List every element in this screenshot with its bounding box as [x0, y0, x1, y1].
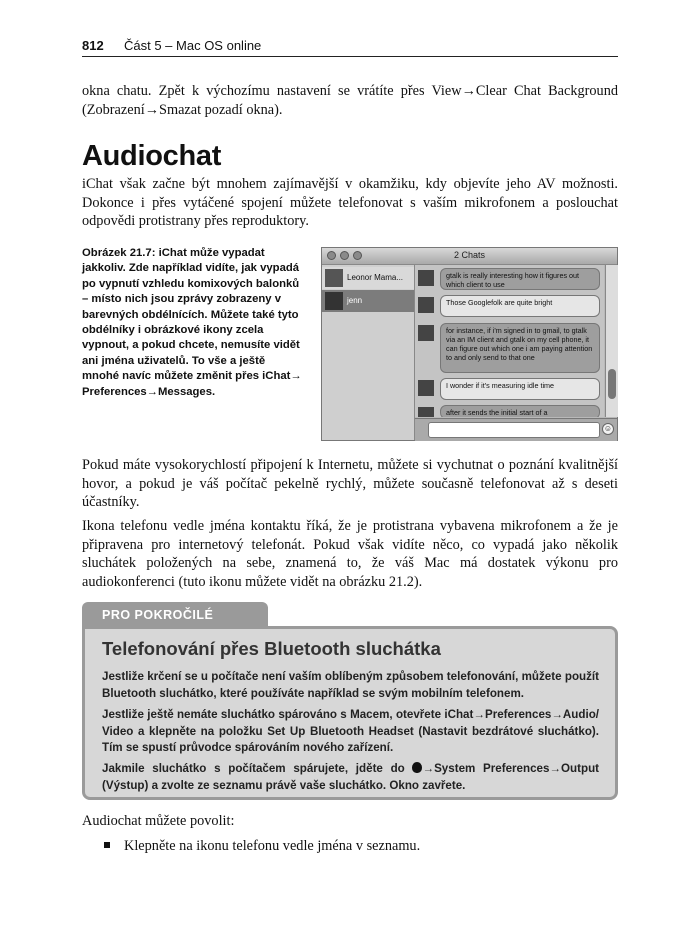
sidebar-tab — [82, 602, 268, 628]
paragraph-2: Pokud máte vysokorychlostí připojení k Internetu, můžete si vychutnat o poznání kvalitnější hovor, a pokud je váš počítač pekelně rychlý, můžete současně telefonovat až s deseti účastníky. — [82, 457, 618, 510]
ichat-window-screenshot — [321, 247, 618, 441]
intro-paragraph: okna chatu. Zpět k výchozímu nastavení se vrátíte přes View→Clear Chat Background (Zobrazení→Smazat pozadí okna). — [82, 83, 618, 118]
message-transcript — [415, 265, 604, 417]
message-input-bar — [415, 418, 617, 441]
avatar — [418, 297, 434, 313]
figure-caption — [82, 246, 304, 400]
transcript-scrollbar[interactable] — [605, 265, 618, 417]
page-number: 812 — [82, 38, 104, 53]
window-titlebar — [322, 248, 617, 265]
avatar — [325, 292, 343, 310]
figure-caption-text: iChat může vypadat jakkoliv. Zde například vidíte, jak vypadá po vypnutí vzhledu komixových balonků – místo nich jsou zprávy zobrazeny v barevných obdélnících. Můžete také tyto obdélníky i obrázkové ikony zcela vypnout, a pokud chcete, nemusíte vidět ani jména uživatelů. To vše a ještě mnohé navíc můžete změnit přes iChat→ Preferences→Messages. — [82, 247, 302, 398]
contact-name: Leonor Mama... — [347, 273, 404, 282]
window-title: 2 Chats — [453, 250, 486, 260]
contact-item-selected[interactable] — [322, 290, 414, 312]
message-bubble: gtalk is really interesting how it figures out which client to use — [440, 268, 600, 290]
smiley-icon[interactable]: ☺ — [603, 424, 613, 433]
paragraph-4: Audiochat můžete povolit: — [82, 813, 235, 829]
avatar — [418, 325, 434, 341]
message-row — [418, 405, 602, 417]
message-input[interactable] — [428, 422, 600, 438]
sidebar-title: Telefonování přes Bluetooth sluchátka — [102, 638, 441, 659]
sidebar-paragraph-3: Jakmile sluchátko s počítačem spárujete, jděte do →System Preferences→Output (Výstup) a zvolte ze seznamu právě vaše sluchátko. Okno zavřete. — [102, 762, 600, 792]
sidebar-paragraph-1: Jestliže krčení se u počítače není vaším oblíbeným způsobem telefonování, můžete použít Bluetooth sluchátko, které používáte například se svým mobilním telefonem. — [102, 670, 599, 700]
avatar — [418, 380, 434, 396]
sidebar-tab-label: PRO POKROČILÉ — [102, 608, 214, 622]
message-bubble: for instance, if i'm signed in to gmail, to gtalk via an IM client and gtalk on my cell phone, it can figure out which one i am paying attention to and only send to that one — [440, 323, 600, 373]
running-header — [82, 38, 618, 57]
bullet-square-icon — [104, 842, 110, 848]
chapter-title: Část 5 – Mac OS online — [124, 38, 262, 53]
message-bubble: I wonder if it's measuring idle time — [440, 378, 600, 400]
avatar — [325, 269, 343, 287]
chat-list-sidebar — [322, 265, 415, 440]
avatar — [418, 407, 434, 417]
contact-item[interactable] — [322, 267, 414, 289]
sidebar-paragraph-2: Jestliže ještě nemáte sluchátko spárováno s Macem, otevřete iChat→Preferences→Audio/ Video a klepněte na položku Set Up Bluetooth Headset (Nastavit bezdrátové sluchátko). Tím se spustí průvodce spárováním nového zařízení. — [102, 708, 599, 754]
message-bubble: after it sends the initial start of a — [440, 405, 600, 417]
figure-label: Obrázek 21.7: — [82, 247, 156, 259]
scrollbar-thumb[interactable] — [608, 369, 616, 399]
paragraph-3: Ikona telefonu vedle jména kontaktu říká, že je protistrana vybavena mikrofonem a že je připravena pro internetový telefonát. Pokud však vidíte něco, co vypadá jako několik sluchátek položených na sebe, znamená to, že váš Mac má dostatek výkonu pro audiokonferenci (tuto ikonu můžete vidět na obrázku 21.2). — [82, 518, 618, 590]
paragraph-1: iChat však začne být mnohem zajímavější v okamžiku, kdy objevíte jeho AV možnosti. Dokonce i přes vytáčené spojení můžete telefonovat s vaším mikrofonem a poslouchat odpovědi protistrany přes reproduktory. — [82, 176, 618, 229]
message-bubble: Those Googlefolk are quite bright — [440, 295, 600, 317]
apple-menu-icon — [412, 762, 422, 773]
section-title: Audiochat — [82, 140, 222, 172]
bullet-item: Klepněte na ikonu telefonu vedle jména v seznamu. — [104, 838, 420, 855]
advanced-sidebar-box — [82, 626, 618, 800]
avatar — [418, 270, 434, 286]
contact-name: jenn — [347, 296, 363, 305]
